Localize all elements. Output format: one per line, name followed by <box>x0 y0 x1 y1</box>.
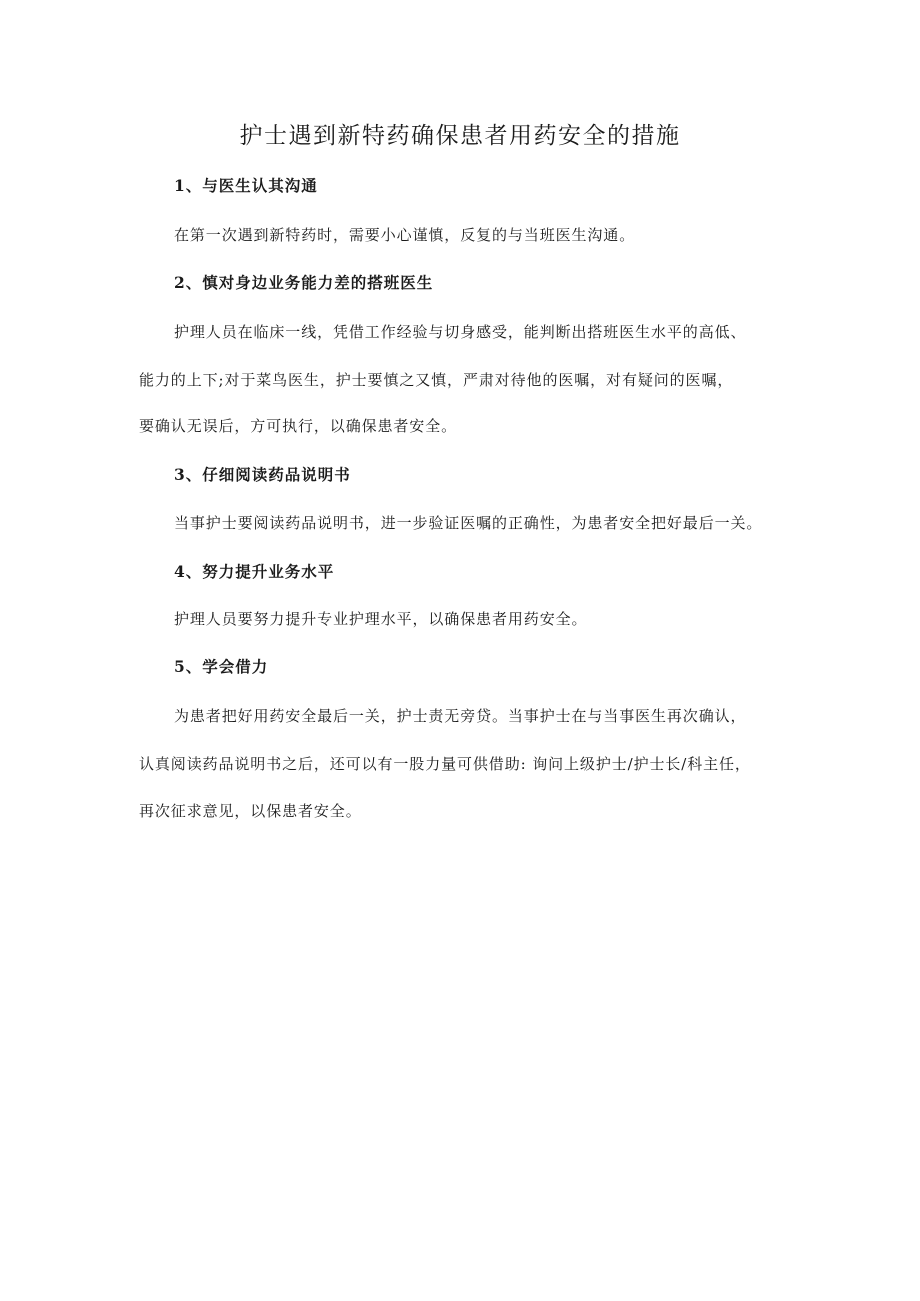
section-2-paragraph-line: 护理人员在临床一线，凭借工作经验与切身感受，能判断出搭班医生水平的高低、 <box>174 323 747 341</box>
section-1-paragraph-line: 在第一次遇到新特药时，需要小心谨慎，反复的与当班医生沟通。 <box>174 226 636 244</box>
section-1-heading: 1、与医生认其沟通 <box>174 176 318 195</box>
section-3-heading: 3、仔细阅读药品说明书 <box>174 465 351 484</box>
section-5-paragraph-line: 认真阅读药品说明书之后，还可以有一股力量可供借助: 询问上级护士/护士长/科主任， <box>139 755 751 773</box>
document-title: 护士遇到新特药确保患者用药安全的措施 <box>239 123 681 149</box>
section-2-paragraph-line: 能力的上下;对于菜鸟医生，护士要慎之又慎，严肃对待他的医嘱，对有疑问的医嘱， <box>139 371 734 389</box>
section-4-paragraph-line: 护理人员要努力提升专业护理水平，以确保患者用药安全。 <box>174 610 588 628</box>
section-2-paragraph-line: 要确认无误后，方可执行，以确保患者安全。 <box>139 417 458 435</box>
section-4-heading: 4、努力提升业务水平 <box>174 562 335 581</box>
section-3-paragraph-line: 当事护士要阅读药品说明书，进一步验证医嘱的正确性，为患者安全把好最后一关。 <box>174 514 763 532</box>
section-2-heading: 2、慎对身边业务能力差的搭班医生 <box>174 273 434 292</box>
section-5-paragraph-line: 再次征求意见，以保患者安全。 <box>139 802 362 820</box>
section-5-heading: 5、学会借力 <box>174 657 269 676</box>
section-5-paragraph-line: 为患者把好用药安全最后一关，护士责无旁贷。当事护士在与当事医生再次确认， <box>174 707 747 725</box>
